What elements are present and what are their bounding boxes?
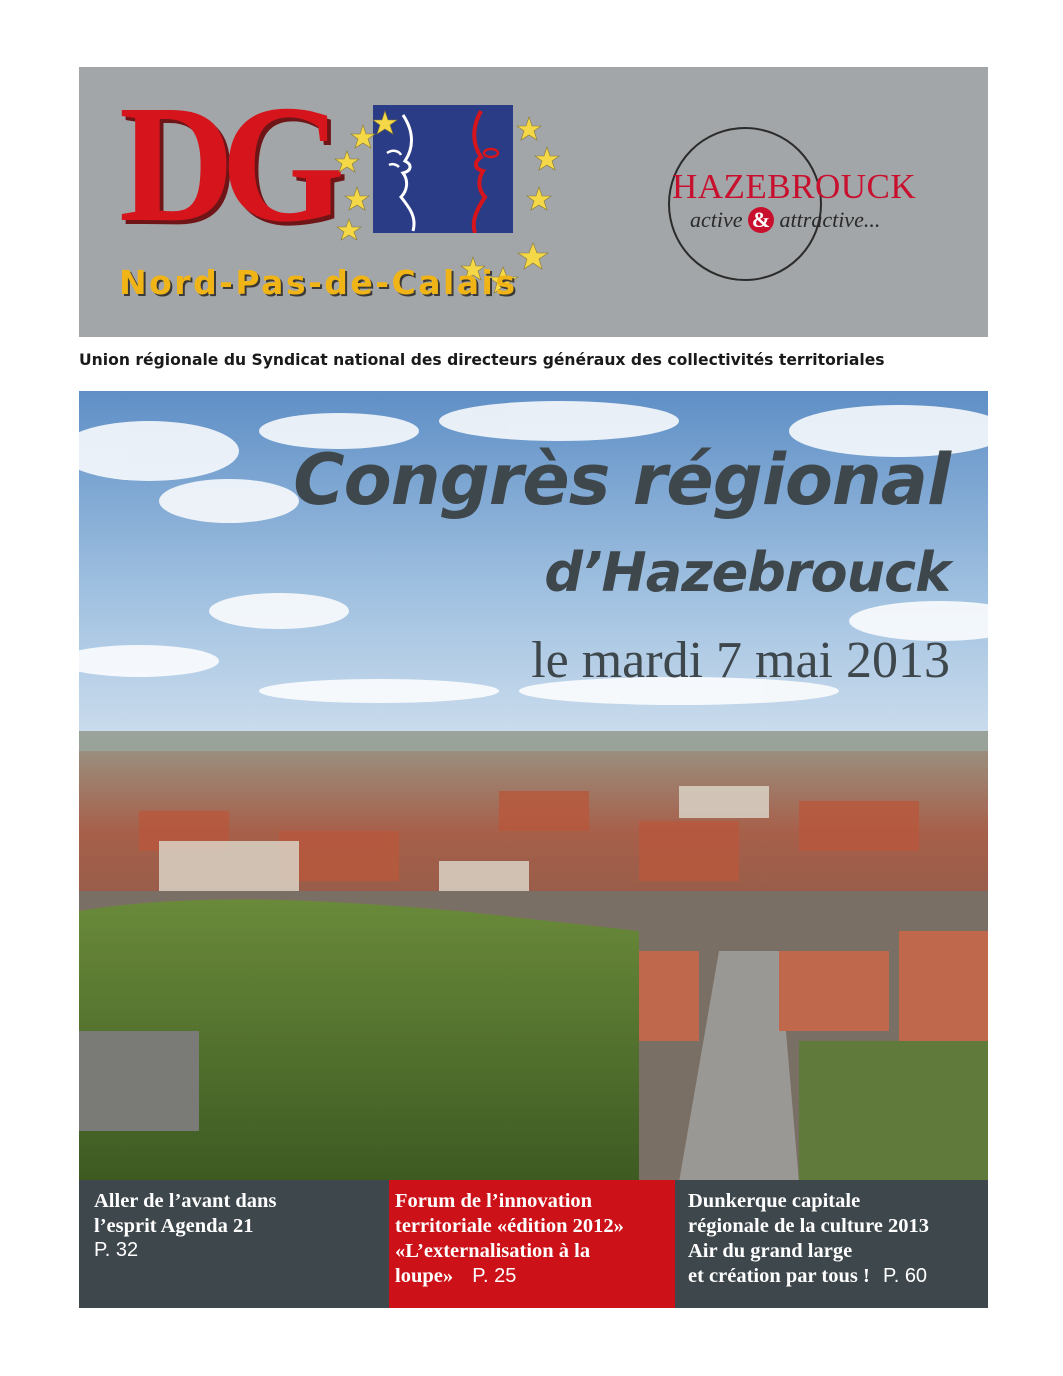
headline-location: d’Hazebrouck: [544, 541, 950, 604]
teaser-line: régionale de la culture 2013: [688, 1215, 930, 1237]
region-name: Nord-Pas-de-Calais: [119, 263, 518, 302]
tagline-ampersand: &: [748, 207, 774, 233]
teaser-line: territoriale «édition 2012»: [395, 1215, 624, 1237]
headline-date: le mardi 7 mai 2013: [531, 632, 950, 689]
teaser-line: et création par tous !: [688, 1265, 870, 1287]
publication-subtitle: Union régionale du Syndicat national des directeurs généraux des collectivités territoriales: [79, 351, 885, 369]
hazebrouck-logo-tagline: [690, 207, 880, 233]
page-reference: P. 25: [472, 1265, 517, 1287]
dg-logo: [119, 71, 343, 257]
teaser-line-last: [688, 1264, 988, 1289]
teaser-line: Aller de l’avant dans: [94, 1190, 277, 1212]
dg-logo-letters: DG: [119, 71, 332, 257]
tagline-active: active: [690, 207, 743, 232]
teaser-dunkerque[interactable]: [675, 1180, 988, 1308]
teaser-line: l’esprit Agenda 21: [94, 1215, 254, 1237]
page-reference: P. 60: [882, 1265, 928, 1287]
teaser-forum-innovation[interactable]: [389, 1180, 675, 1308]
teaser-line: Air du grand large: [688, 1240, 853, 1262]
tagline-attractive: attractive...: [779, 207, 881, 232]
teaser-line: «L’externalisation à la: [395, 1240, 591, 1262]
headline-title: Congrès régional: [293, 439, 950, 521]
teaser-bar: [79, 1180, 988, 1308]
page-reference: P. 32: [94, 1239, 139, 1261]
teaser-line: loupe»: [395, 1265, 454, 1287]
teaser-agenda21[interactable]: [79, 1180, 389, 1308]
hazebrouck-logo-title: HAZEBROUCK: [672, 167, 917, 206]
teaser-line: Forum de l’innovation: [395, 1190, 593, 1212]
hazebrouck-logo: [664, 127, 964, 297]
cover-photo: [79, 391, 988, 1182]
masthead: [79, 67, 988, 337]
teaser-line-last: [395, 1264, 675, 1289]
teaser-line: Dunkerque capitale: [688, 1190, 861, 1212]
